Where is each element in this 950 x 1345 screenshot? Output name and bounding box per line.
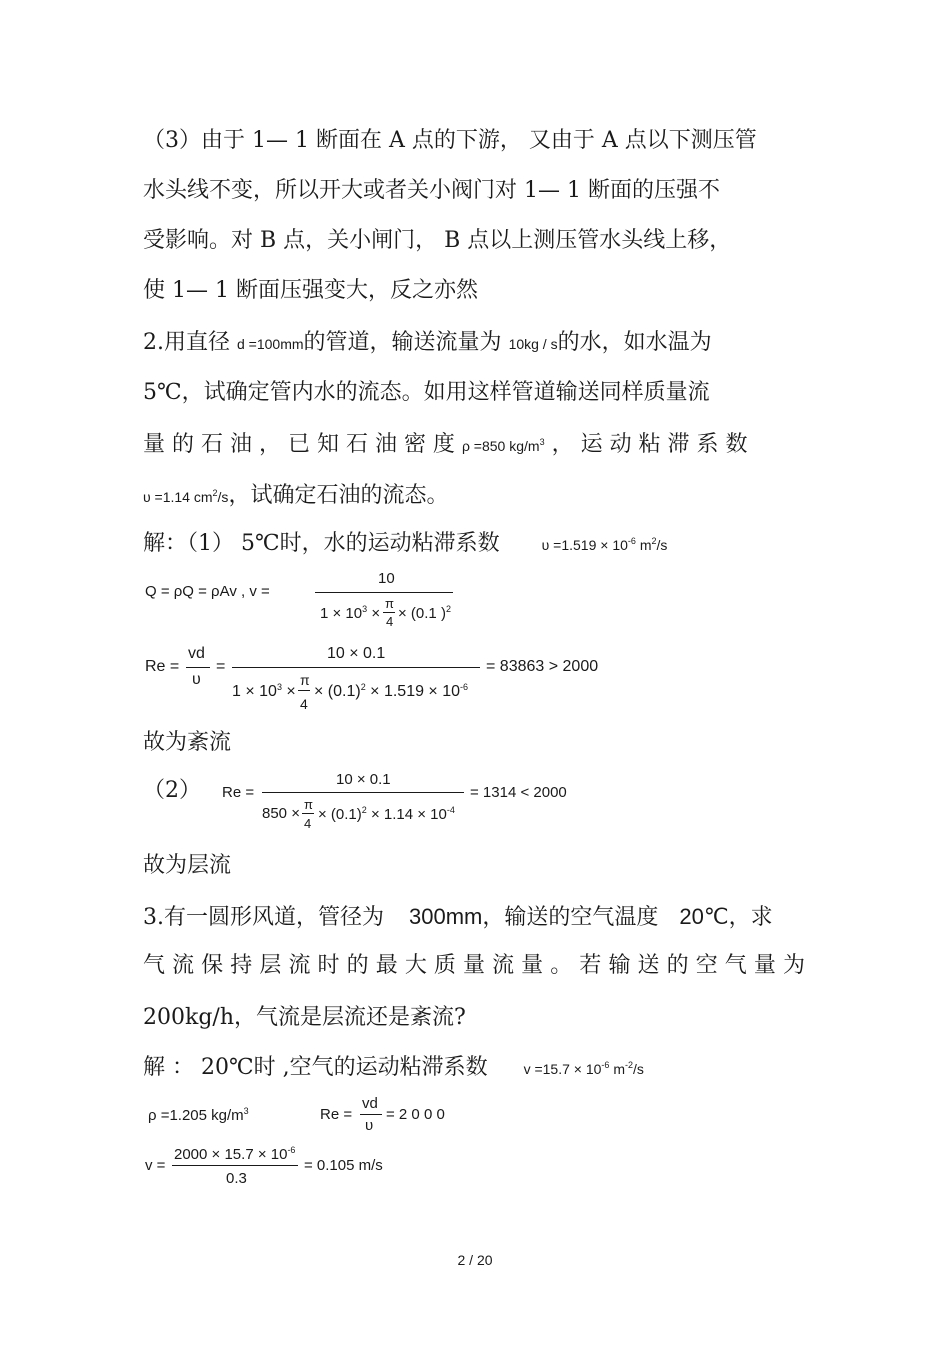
- fraction-denominator: υ: [365, 1117, 374, 1134]
- text-run: 的水，如水温为: [557, 330, 712, 355]
- fraction-numerator: $2000 \times 15.7 \times 10^{-6}$: [174, 1145, 296, 1163]
- temperature-value: 20℃: [679, 904, 729, 929]
- reynolds-lhs: Re =: [222, 784, 255, 801]
- fraction-bar: [302, 813, 314, 814]
- text-run: 解 ： 20℃时 ,空气的运动粘滞系数: [143, 1055, 488, 1080]
- pi-symbol: π: [300, 672, 310, 688]
- text-run: 量 的 石 油 ， 已 知 石 油 密 度: [143, 432, 455, 457]
- conclusion-turbulent: 故为紊流: [143, 730, 232, 755]
- velocity-result: = 0.105 m/s: [304, 1157, 383, 1174]
- equation-flow-lhs: Q = ρQ = ρAv , v =: [145, 583, 270, 600]
- flow-value: 10kg / s: [508, 336, 558, 352]
- paragraph-line: 使 1— 1 断面压强变大，反之亦然: [143, 278, 478, 303]
- pi-symbol: π: [385, 596, 394, 611]
- fraction-numerator: vd: [362, 1095, 378, 1112]
- velocity-lhs: v =: [145, 1157, 166, 1174]
- text-run: ，输送的空气温度: [482, 905, 659, 930]
- viscosity-value: $v =15.7 \times 10^{-6}$ $m^{-2}/s$: [523, 1060, 644, 1077]
- reynolds-lhs: Re =: [320, 1106, 353, 1123]
- fraction-bar: [315, 592, 453, 593]
- solution-line: [143, 526, 667, 560]
- viscosity-value: $\upsilon =1.519 \times 10^{-6}$ $m^2/s$: [541, 536, 668, 553]
- text-run: ， 运 动 粘 滞 系 数: [551, 432, 748, 457]
- fraction-denominator: υ: [192, 671, 201, 688]
- fraction-bar: [298, 690, 310, 691]
- fraction-denominator-tail: × (0.1 )$^2$: [398, 604, 451, 622]
- fraction-denominator: 0.3: [226, 1170, 247, 1187]
- fraction-denominator-tail: × $(0.1)^2 \times 1.519 \times 10^{-6}$: [314, 682, 469, 700]
- fraction-denominator: $1 \times 10^3$ ×: [320, 604, 381, 622]
- fraction-bar: [262, 792, 464, 793]
- reynolds-result: = 1314 < 2000: [470, 784, 567, 801]
- fraction-bar: [172, 1165, 298, 1166]
- air-density: ρ =1.205 $kg/m^3$: [148, 1106, 249, 1124]
- fraction-denominator-tail: × $(0.1)^2 \times 1.14 \times 10^{-4}$: [318, 805, 455, 823]
- density-value: ρ =850 $kg/m^3$: [461, 437, 545, 454]
- fraction-denominator: $1 \times 10^3$ ×: [232, 682, 296, 700]
- page-number: 2 / 20: [457, 1252, 493, 1268]
- text-run: 解：（1） 5℃时，水的运动粘滞系数: [143, 531, 500, 556]
- fraction-numerator: 10: [378, 570, 395, 587]
- fraction-denominator: 850 ×: [262, 805, 300, 822]
- question-3-line-1: [143, 902, 773, 933]
- fraction-bar: [383, 612, 395, 613]
- diameter-value: 300mm: [409, 904, 483, 929]
- diameter-value: d =100mm: [237, 336, 304, 352]
- reynolds-result: = 2 0 0 0: [386, 1106, 445, 1123]
- conclusion-laminar: 故为层流: [143, 853, 232, 878]
- fraction-bar: [360, 1114, 382, 1115]
- text-run: ，试确定石油的流态。: [228, 483, 449, 508]
- question-2-line-2: 5℃，试确定管内水的流态。如用这样管道输送同样质量流: [143, 380, 710, 405]
- fraction-numerator: 10 × 0.1: [336, 771, 391, 788]
- four-digit: 4: [300, 696, 308, 712]
- text-run: 2.用直径: [143, 330, 230, 355]
- question-2-line-3: [143, 427, 748, 461]
- paragraph-line: 受影响。对 B 点，关小闸门， B 点以上测压管水头线上移，: [143, 228, 732, 253]
- fraction-numerator: vd: [188, 645, 205, 662]
- question-2-line-1: [143, 328, 712, 359]
- text-run: 的管道，输送流量为: [303, 330, 502, 355]
- pi-symbol: π: [304, 797, 313, 812]
- equals-sign: =: [216, 658, 226, 675]
- fraction-bar: [232, 667, 480, 668]
- four-digit: 4: [386, 614, 394, 629]
- paragraph-line: （3）由于 1— 1 断面在 A 点的下游， 又由于 A 点以下测压管: [143, 128, 757, 153]
- question-3-line-3: 200kg/h，气流是层流还是紊流?: [143, 1005, 466, 1030]
- fraction-bar: [186, 667, 210, 668]
- paragraph-line: 水头线不变，所以开大或者关小阀门对 1— 1 断面的压强不: [143, 178, 720, 203]
- text-run: ，求: [728, 905, 773, 930]
- part-2-label: （2）: [143, 778, 201, 803]
- question-3-line-2: 气 流 保 持 层 流 时 的 最 大 质 量 流 量 。 若 输 送 的 空 气 量 为: [143, 953, 805, 978]
- solution-line: [143, 1050, 644, 1084]
- reynolds-lhs: Re =: [145, 658, 180, 675]
- viscosity-value: υ =1.14 $cm^2/s$: [143, 488, 229, 505]
- fraction-numerator: 10 × 0.1: [327, 645, 386, 662]
- reynolds-result: = 83863 > 2000: [486, 658, 599, 675]
- four-digit: 4: [304, 816, 312, 831]
- question-2-line-4: [143, 478, 448, 512]
- text-run: 3.有一圆形风道，管径为: [143, 905, 384, 930]
